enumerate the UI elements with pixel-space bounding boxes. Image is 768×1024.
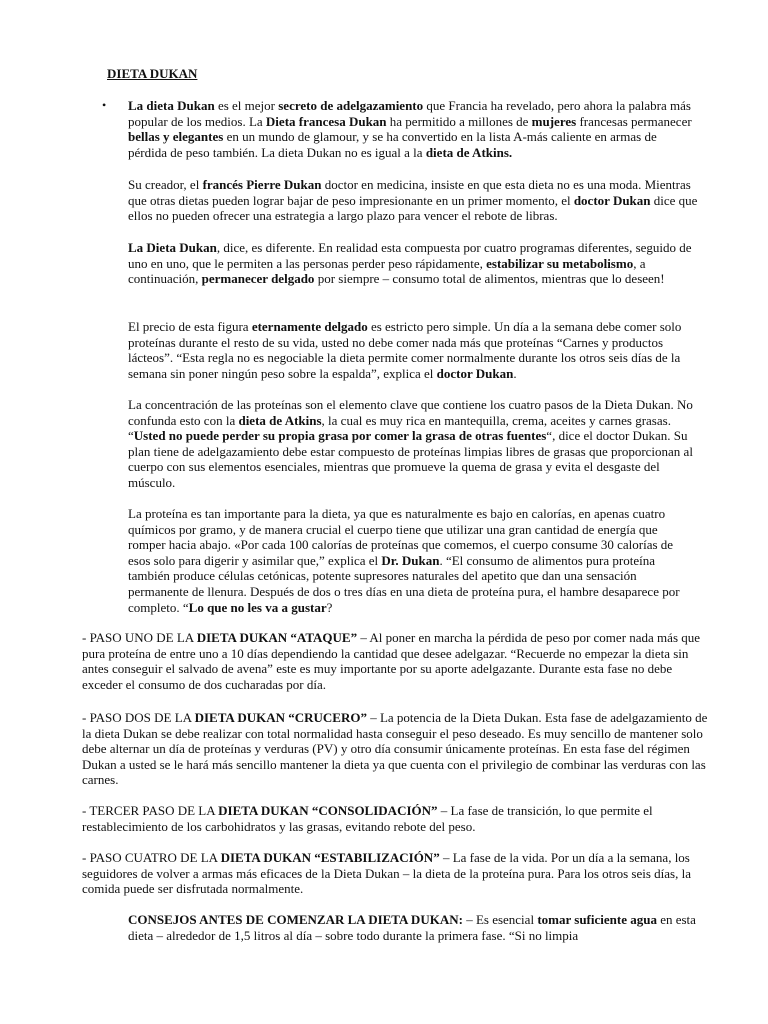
text-run: ha permitido a millones de: [386, 113, 532, 129]
text-run: - PASO CUATRO DE LA: [82, 850, 221, 865]
text-run: que Francia ha revelado, pero ahora la palabra más popular de los medios. La: [128, 98, 691, 129]
text-run: , a continuación,: [128, 255, 646, 287]
text-run: Su creador, el: [128, 177, 203, 192]
bold-text-run: dieta de Atkins.: [425, 144, 513, 160]
text-run: francesas permanecer: [576, 113, 692, 129]
paragraph-step-two: [82, 710, 708, 788]
bold-text-run: estabilizar su metabolismo: [486, 255, 634, 271]
bold-text-run: secreto de adelgazamiento: [278, 98, 424, 113]
text-run: “, dice el doctor Dukan. Su plan tiene de adelgazamiento debe estar compuesto de proteínas limpias libres de grasas que proporcionan al cuerpo con sus elementos esenciales, mientras que promueve la quema de grasa y evita el desgaste del músculo.: [128, 428, 693, 490]
paragraph-step-three: [82, 803, 708, 834]
bold-text-run: doctor Dukan: [436, 365, 514, 381]
bold-text-run: doctor Dukan: [573, 192, 651, 208]
paragraph-price: [128, 319, 698, 381]
bold-text-run: mujeres: [531, 113, 577, 129]
text-run: – Es esencial: [462, 912, 538, 927]
text-run: es estricto pero simple. Un día a la semana debe comer solo proteínas durante el resto de su vida, usted no debe comer nada más que proteínas “Carnes y productos lácteos”. “Esta regla no es negociable la dieta permite comer normalmente durante los otros seis días de la semana sin poner ningún peso sobre la espalda”, explica el: [128, 319, 682, 381]
paragraph-protein-importance: [128, 506, 698, 615]
bold-text-run: La dieta Dukan: [128, 98, 215, 113]
paragraph-proteins: [128, 397, 698, 491]
text-run: - PASO UNO DE LA: [82, 630, 197, 645]
bold-text-run: permanecer delgado: [201, 271, 315, 287]
bold-text-run: DIETA DUKAN “CONSOLIDACIÓN”: [218, 803, 438, 818]
text-run: El precio de esta figura: [128, 319, 252, 334]
text-run: doctor en medicina, insiste en que esta dieta no es una moda. Mientras que otras dietas pueden lograr bajar de peso impresionante en un primer momento, el: [128, 177, 691, 208]
text-run: dice que ellos no pueden ofrecer una estrategia a largo plazo para vencer el rebote de libras.: [128, 192, 698, 224]
text-run: ?: [326, 599, 333, 615]
bold-text-run: tomar suficiente agua: [537, 912, 657, 927]
text-run: La concentración de las proteínas son el elemento clave que contiene los cuatro pasos de la Dieta Dukan. No confunda esto con la: [128, 397, 693, 428]
text-run: en un mundo de glamour, y se ha convertido en la lista A-más caliente en armas de pérdida de peso también. La dieta Dukan no es igual a la: [128, 129, 657, 160]
bold-text-run: francés Pierre Dukan: [202, 177, 322, 192]
bold-text-run: eternamente delgado: [251, 319, 368, 334]
bold-text-run: Usted no puede perder su propia grasa por comer la grasa de otras fuentes: [133, 428, 547, 444]
text-run: en esta dieta – alrededor de 1,5 litros al día – sobre todo durante la primera fase. “Si no limpia: [128, 912, 696, 943]
paragraph-intro: [128, 98, 698, 160]
paragraph-programs: [128, 240, 698, 287]
text-run: – La potencia de la Dieta Dukan. Esta fase de adelgazamiento de la dieta Dukan se debe realizar con total normalidad hasta conseguir el peso deseado. Es muy sencillo de mantener solo debe alternar un día de proteínas y verduras (PV) y otro día consumir únicamente proteínas. En esta fase del régimen Dukan a usted se le hará más sencillo mantener la dieta ya que cuenta con el privilegio de combinar las verduras con las carnes.: [82, 710, 708, 788]
paragraph-creator: [128, 177, 698, 224]
list-bullet: •: [102, 98, 107, 112]
paragraph-step-four: [82, 850, 708, 897]
text-run: – La fase de transición, lo que permite el restablecimiento de los carbohidratos y las grasas, evitando rebote del peso.: [82, 803, 653, 834]
text-run: por siempre – consumo total de alimentos, mientras que lo deseen!: [314, 271, 665, 287]
bold-text-run: Dieta francesa Dukan: [265, 113, 387, 129]
text-run: . “El consumo de alimentos pura proteína también produce células cetónicas, potente supresores naturales del apetito que dan una sensación permanente de llenura. Después de dos o tres días en una dieta de proteína pura, el hambre desaparece por completo. “: [128, 552, 680, 615]
bold-text-run: CONSEJOS ANTES DE COMENZAR LA DIETA DUKAN:: [128, 912, 463, 927]
text-run: es el mejor: [214, 98, 279, 113]
text-run: , dice, es diferente. En realidad esta compuesta por cuatro programas diferentes, seguido de uno en uno, que le permiten a las personas perder peso rápidamente,: [128, 240, 692, 271]
paragraph-step-one: [82, 630, 708, 692]
document-title: DIETA DUKAN: [107, 66, 198, 81]
text-run: .: [513, 365, 517, 381]
text-run: La proteína es tan importante para la dieta, ya que es naturalmente es bajo en calorías, en apenas cuatro químicos por gramo, y de manera crucial el cuerpo tiene que utilizar una gran cantidad de energía que romper hacia abajo. «Por cada 100 calorías de proteínas que comemos, el cuerpo consume 30 calorías de esos solo para digerir y asimilar que,” explica el: [128, 506, 674, 568]
text-run: - PASO DOS DE LA: [82, 710, 195, 725]
bold-text-run: DIETA DUKAN “CRUCERO”: [194, 710, 367, 725]
bold-text-run: Dr. Dukan: [381, 552, 440, 568]
paragraph-tips: [128, 912, 708, 943]
bold-text-run: La Dieta Dukan: [128, 240, 217, 255]
text-run: – La fase de la vida. Por un día a la semana, los seguidores de volver a armas más eficaces de la Dieta Dukan – la dieta de la proteína pura. Para los otros seis días, la comida puede ser disfrutada normalmente.: [82, 850, 691, 897]
bold-text-run: DIETA DUKAN “ATAQUE”: [196, 630, 358, 645]
text-run: – Al poner en marcha la pérdida de peso por comer nada más que pura proteína de entre uno a 10 días dependiendo la cantidad que desee adelgazar. “Recuerde no empezar la dieta sin antes conseguir el salvado de avena” este es muy importante por su aporte adelgazante. Durante esta fase no debe exceder el consumo de dos cucharadas por día.: [82, 630, 701, 692]
bold-text-run: Lo que no les va a gustar: [188, 599, 327, 615]
bold-text-run: bellas y elegantes: [128, 129, 224, 145]
text-run: - TERCER PASO DE LA: [82, 803, 219, 818]
bold-text-run: DIETA DUKAN “ESTABILIZACIÓN”: [220, 850, 440, 865]
text-run: , la cual es muy rica en mantequilla, crema, aceites y carnes grasas. “: [128, 412, 671, 444]
bold-text-run: dieta de Atkins: [238, 412, 322, 428]
